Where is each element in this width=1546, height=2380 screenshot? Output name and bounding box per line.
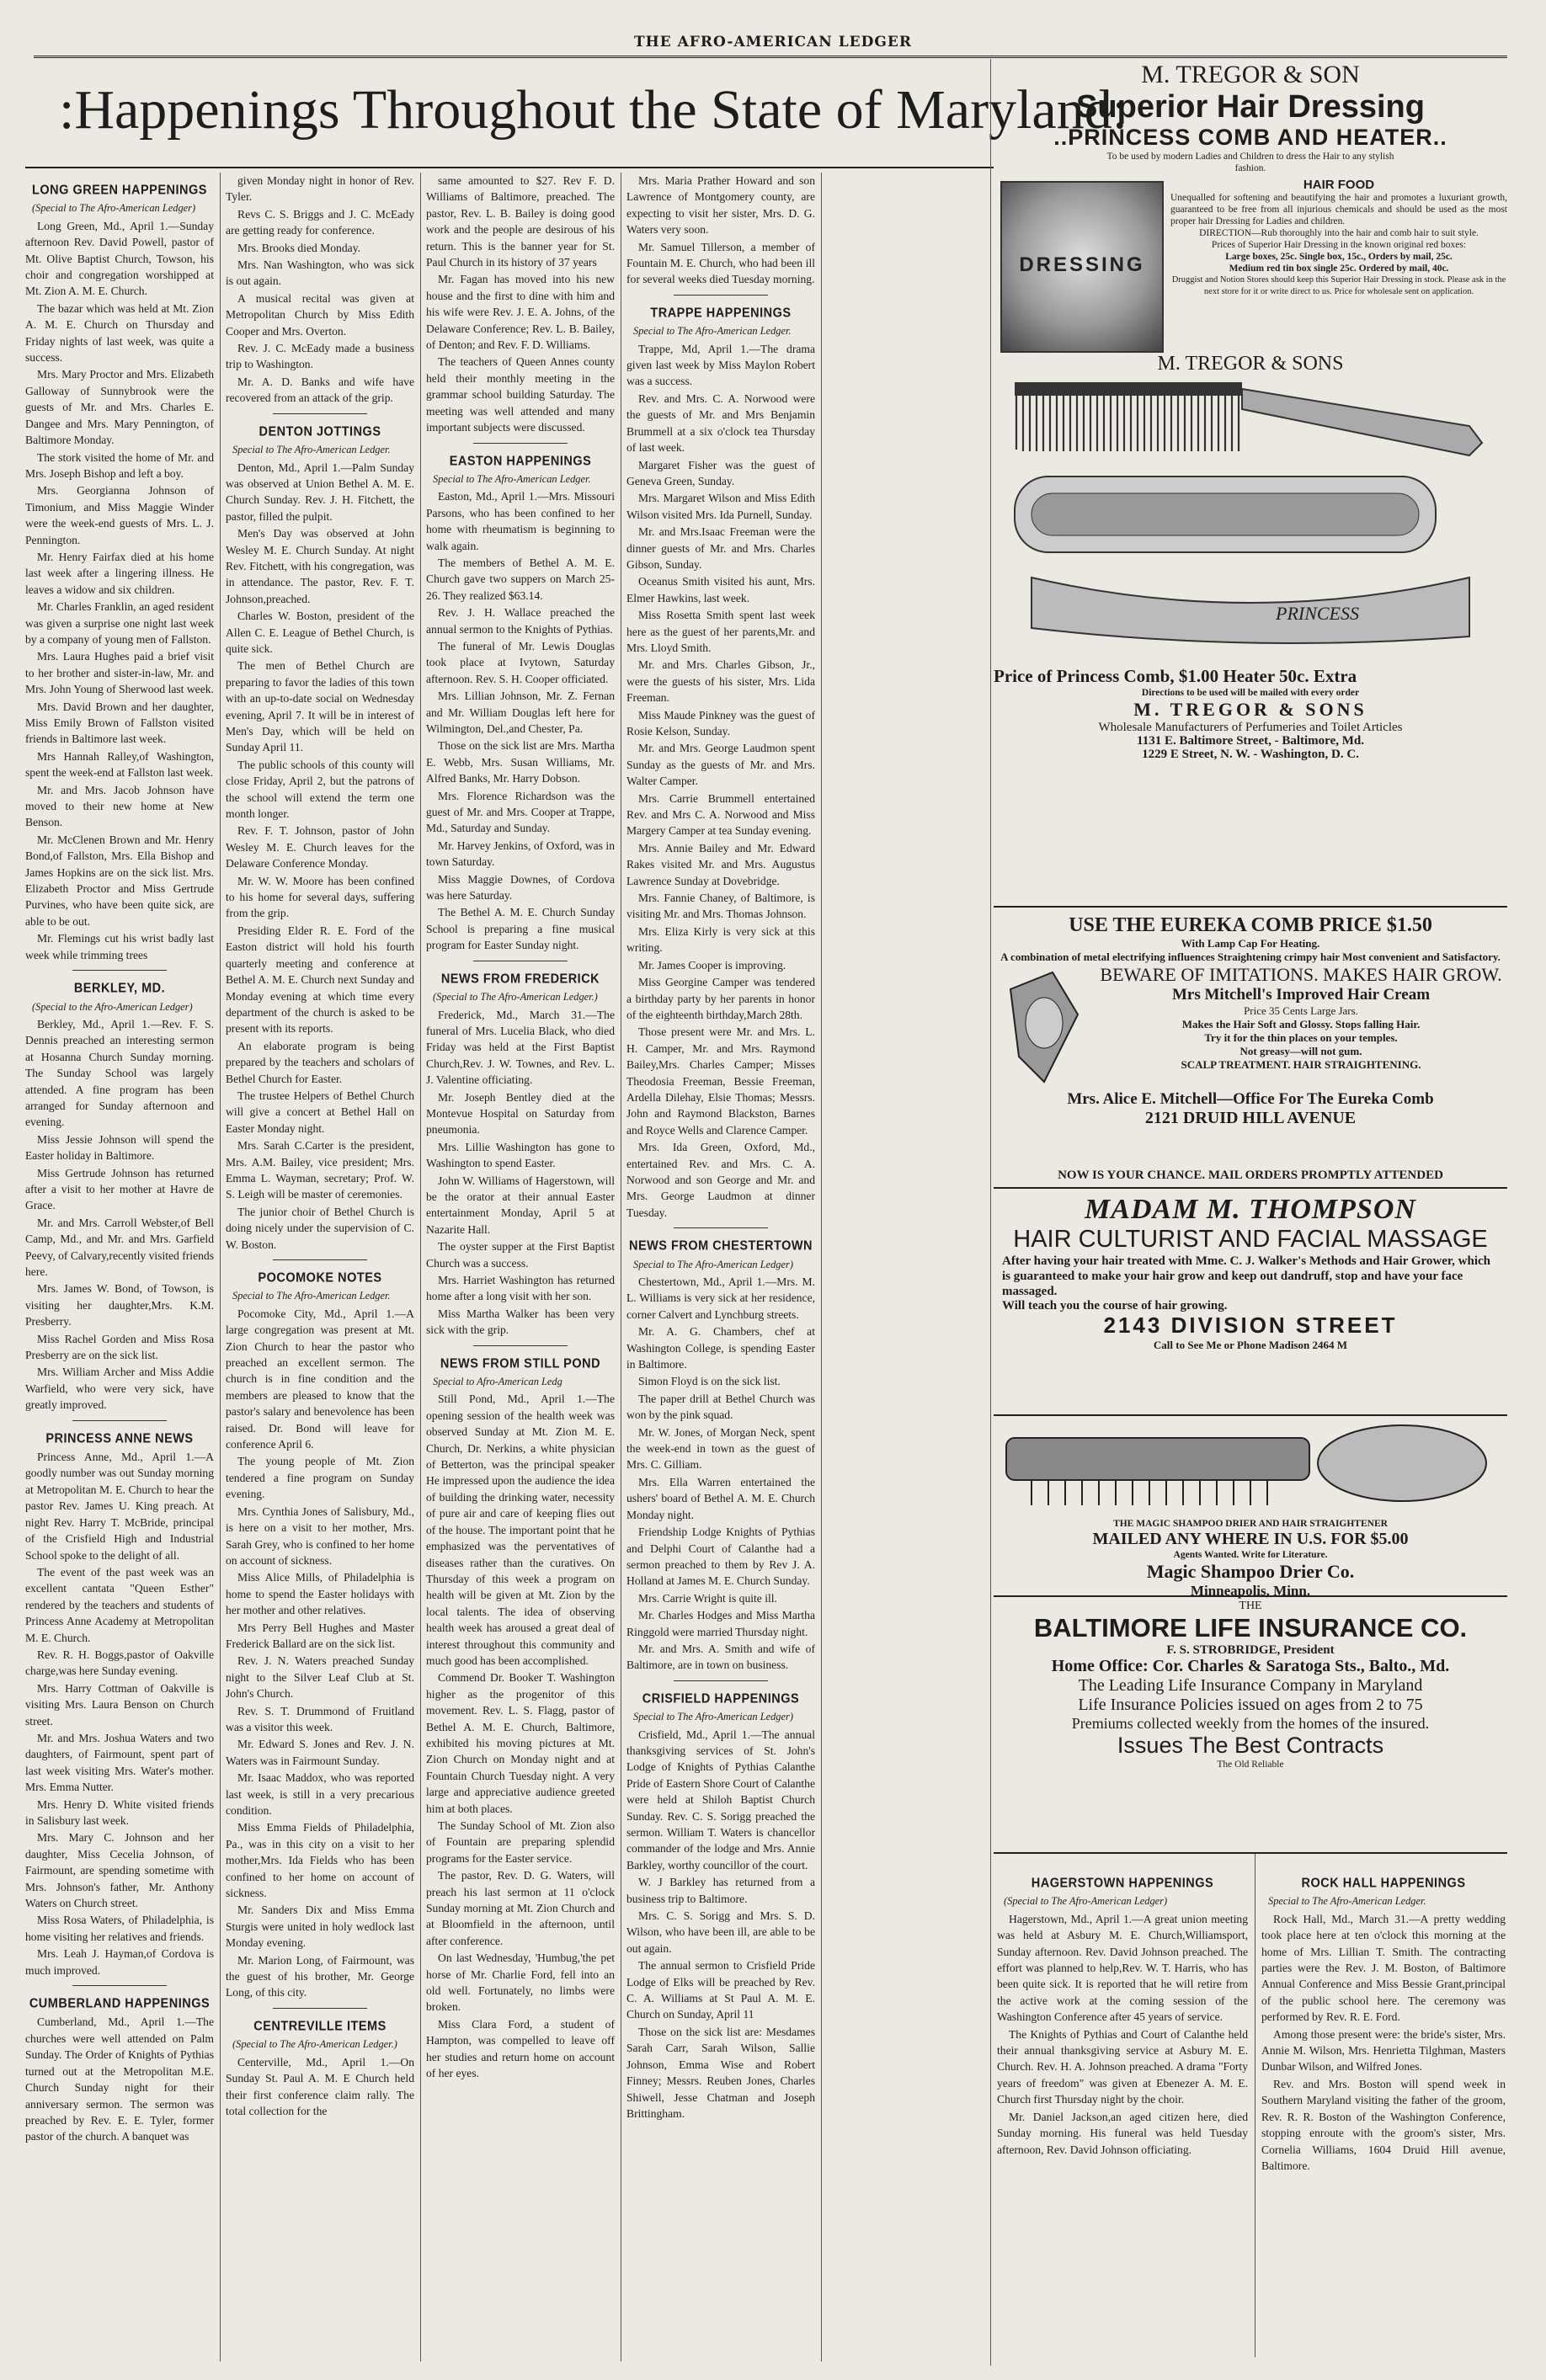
shampoo-drier-illustration: [998, 1421, 1503, 1514]
article-paragraph: A musical recital was given at Metropolitan Church by Miss Edith Cooper and Mrs. Overton.: [226, 291, 414, 338]
ad-divider: [994, 1187, 1507, 1189]
magic-city: Minneapolis, Minn.: [1190, 1583, 1311, 1599]
article-paragraph: Miss Maude Pinkney was the guest of Rosie Kelson, Sunday.: [626, 708, 815, 737]
section-divider: [72, 1985, 167, 1986]
article-paragraph: Mr. Charles Franklin, an aged resident was given a surprise one night last week by a company of young men of Fallston.: [25, 600, 214, 646]
article-paragraph: Rev. S. T. Drummond of Fruitland was a visitor this week.: [226, 1704, 414, 1733]
article-dateline: Special to The Afro-American Ledger.: [1268, 1895, 1426, 1908]
thompson-text-1: After having your hair treated with Mme. C. J. Walker's Methods and Hair Grower, which is guaranteed to make your hair grow and keep out dandruff, stop and have your face massaged.: [1002, 1254, 1490, 1298]
article-paragraph: Mr. W. Jones, of Morgan Neck, spent the week-end in town as the guest of Mrs. C. Gilliam.: [626, 1425, 815, 1472]
eureka-sub: With Lamp Cap For Heating.: [1181, 937, 1320, 950]
article-heading: CENTREVILLE ITEMS: [253, 2019, 386, 2034]
article-paragraph: Mrs. Fannie Chaney, of Baltimore, is visiting Mr. and Mrs. Thomas Johnson.: [626, 892, 815, 921]
article-paragraph: Mr. Daniel Jackson,an aged citizen here, died Sunday morning. His funeral was held Tuesday afternoon, Rev. David Johnson officiating.: [997, 2110, 1248, 2156]
section-divider: [674, 1227, 768, 1228]
article-paragraph: Mrs. Cynthia Jones of Salisbury, Md., is here on a visit to her mother, Mrs. Sarah Grey, who is confined to her home on account of sickness.: [226, 1504, 414, 1567]
article-paragraph: Mr. Charles Hodges and Miss Martha Ringgold were married Thursday night.: [626, 1609, 815, 1638]
eureka-comb-ad: [994, 914, 1507, 1167]
baltimore-life-insurance-ad: [994, 1600, 1507, 1831]
article-heading: HAGERSTOWN HAPPENINGS: [1031, 1876, 1214, 1891]
article-paragraph: Mrs. Harriet Washington has returned home after a long visit with her son.: [426, 1274, 615, 1303]
article-paragraph: Miss Rosa Waters, of Philadelphia, is home visiting her relatives and friends.: [25, 1914, 214, 1943]
article-paragraph: Rock Hall, Md., March 31.—A pretty wedding took place here at ten o'clock this morning at the home of Mrs. Lillian T. Smith. The contracting parties were the Rev. J. M. Boston, of Baltimore Annual Conference and Miss Bessie Grant,principal of the public school here. The ceremony was performed by Rev. R. E. Ford.: [1261, 1912, 1506, 2024]
section-divider: [273, 1259, 367, 1260]
ad-price-medium: Medium red tin box single 25c. Ordered by mail, 40c.: [1229, 264, 1449, 274]
article-heading: CRISFIELD HAPPENINGS: [642, 1690, 800, 1706]
article-paragraph: Mrs. Mary C. Johnson and her daughter, Miss Cecelia Johnson, of Fairmount, are spending sometime with Mrs. Johnson's father, Mr. Anthony Waters on Church street.: [25, 1831, 214, 1910]
insurance-the: THE: [1239, 1600, 1262, 1612]
ad-brand-2: M. TREGOR & SONS: [1157, 353, 1344, 375]
comb-price-line: Price of Princess Comb, $1.00 Heater 50c. Extra: [994, 666, 1357, 686]
article-paragraph: Still Pond, Md., April 1.—The opening session of the health week was observed Sunday at Mt. Zion M. E. Church, Dr. Nerkins, a white physician of Betterton, was the principal speaker He impressed upon the audience the idea of building the drinking water, necessity of pure air and care of keeping flies out of the house. The important point that he emphasized was the perventatives of diseases rather than the curatives. On Thursday of this week a program on health will be given at Mt. Zion by the local talents. The idea of observing health week has aroused a great deal of interest throughout this community and much good has been accomplished.: [426, 1392, 615, 1667]
article-paragraph: Simon Floyd is on the sick list.: [638, 1375, 781, 1388]
article-paragraph: Mr. James Cooper is improving.: [638, 958, 786, 972]
thompson-text-2: Will teach you the course of hair growing.: [1002, 1299, 1228, 1312]
article-paragraph: Charles W. Boston, president of the Allen C. E. League of Bethel Church, is quite sick.: [226, 610, 414, 655]
article-paragraph: Rev. J. N. Waters preached Sunday night to the Silver Leaf Club at St. John's Church.: [226, 1654, 414, 1701]
news-column-3: [426, 173, 615, 2370]
news-column-5: [997, 1866, 1248, 2303]
article-paragraph: Mrs. Ida Green, Oxford, Md., entertained Rev. and Mrs. C. A. Norwood and son George and Mr. and Mrs. George Laudmon at dinner Tuesday.: [626, 1141, 815, 1219]
article-paragraph: Mr. Fagan has moved into his new house and the first to dine with him and his wife were Rev. J. E. A. Johns, of the Delaware Conference; Rev. L. B. Bailey, of Denton; and Rev. F. D. Williams.: [426, 273, 615, 352]
masthead-rule: [34, 56, 1507, 58]
article-paragraph: The Sunday School of Mt. Zion also of Fountain are preparing splendid programs for the Easter service.: [426, 1819, 615, 1865]
article-paragraph: Mr. and Mrs. Carroll Webster,of Bell Camp, Md., and Mr. and Mrs. Garfield Peevy, of Calvary,recently visited friends here.: [25, 1216, 214, 1278]
ad-section-rule: [990, 59, 991, 2366]
article-paragraph: Margaret Fisher was the guest of Geneva Green, Sunday.: [626, 458, 815, 487]
article-paragraph: Berkley, Md., April 1.—Rev. F. S. Dennis preached an interesting sermon at Hosanna Church Sunday morning. The Sunday School was largely attended. A fine program has been arranged for Sunday afternoon and evening.: [25, 1017, 214, 1129]
article-paragraph: Mr. Samuel Tillerson, a member of Fountain M. E. Church, who had been ill for several weeks died Tuesday morning.: [626, 240, 815, 286]
article-paragraph: Mrs. Sarah C.Carter is the president, Mrs. A.M. Bailey, vice president; Mrs. Emma L. Wayman, secretary; Prof. W. S. Leigh will be master of ceremonies.: [226, 1139, 414, 1201]
hair-dressing-tin-image: [1000, 181, 1164, 353]
ad-product: Superior Hair Dressing: [1076, 89, 1425, 125]
article-paragraph: Mr. McClenen Brown and Mr. Henry Bond,of Fallston, Mrs. Ella Bishop and James Hopkins are on the sick list. Mrs. Elizabeth Proctor and Miss Gertrude Purvines, who have been quite sick, are able to be out.: [25, 833, 214, 928]
princess-label: PRINCESS: [1276, 603, 1359, 624]
headline-rule: [25, 167, 994, 168]
eureka-desc: A combination of metal electrifying influences Straightening crimpy hair Most convenient and Satisfactory.: [1000, 950, 1501, 963]
article-paragraph: Mrs. William Archer and Miss Addie Warfield, who were very sick, have greatly improved.: [25, 1366, 214, 1412]
article-paragraph: Easton, Md., April 1.—Mrs. Missouri Parsons, who has been confined to her home with rheumatism is beginning to walk again.: [426, 490, 615, 552]
section-divider: [674, 295, 768, 296]
article-paragraph: The oyster supper at the First Baptist Church was a success.: [426, 1240, 615, 1270]
article-paragraph: Mrs. Lillian Johnson, Mr. Z. Fernan and Mr. William Douglas left here for Wilmington, Del.,and Chester, Pa.: [426, 690, 615, 735]
article-paragraph: Oceanus Smith visited his aunt, Mrs. Elmer Hawkins, last week.: [626, 575, 815, 604]
article-paragraph: Those present were Mr. and Mrs. L. H. Camper, Mr. and Mrs. Raymond Bailey,Mrs. Charles Camper; Misses Theodosia Freeman, Bessie Freeman, Ardella Dilehay, Elsie Thomas; Messrs. John and Raymond Blackston, Barnes and Royce Wells and Clarence Camper.: [626, 1025, 815, 1137]
article-dateline: (Special to The Afro-American Ledger.): [433, 991, 598, 1004]
insurance-policies: Life Insurance Policies issued on ages from 2 to 75: [1078, 1696, 1423, 1714]
article-paragraph: Revs C. S. Briggs and J. C. McEady are getting ready for conference.: [226, 207, 414, 237]
mitchell-grease: Not greasy—will not gum.: [1239, 1045, 1362, 1057]
article-paragraph: The bazar which was held at Mt. Zion A. M. E. Church on Thursday and Friday nights of last week, was quite a success.: [25, 301, 214, 365]
article-paragraph: The annual sermon to Crisfield Pride Lodge of Elks will be preached by Rev. C. A. Williams at St Paul A. M. E. Church on Sunday, April 11: [626, 1959, 815, 2021]
article-paragraph: Presiding Elder R. E. Ford of the Easton district will hold his fourth quarterly meeting and conference at Bethel A. M. E. Church next Sunday and Monday evening at which time every department of the church is asked to be present with its reports.: [226, 924, 414, 1036]
article-paragraph: Mrs. David Brown and her daughter, Miss Emily Brown of Fallston visited friends in Baltimore last week.: [25, 700, 214, 746]
article-paragraph: Mr. Joseph Bentley died at the Montevue Hospital on Saturday from pneumonia.: [426, 1090, 615, 1137]
insurance-contracts: Issues The Best Contracts: [1117, 1733, 1384, 1758]
article-paragraph: Mr. Edward S. Jones and Rev. J. N. Waters was in Fairmount Sunday.: [226, 1738, 414, 1767]
news-column-2: [226, 173, 414, 2370]
thompson-address: 2143 DIVISION STREET: [1103, 1312, 1398, 1338]
article-paragraph: Rev. R. H. Boggs,pastor of Oakville charge,was here Sunday evening.: [25, 1648, 214, 1678]
article-paragraph: Friendship Lodge Knights of Pythias and Delphi Court of Calanthe had a sermon preached to them by Rev J. A. Holland at James M. E. Church Sunday.: [626, 1525, 815, 1588]
ad-sub: To be used by modern Ladies and Children to dress the Hair to any stylish fashion.: [1106, 152, 1394, 173]
article-paragraph: Hagerstown, Md., April 1.—A great union meeting was held at Asbury M. E. Church,Williamsport, Sunday afternoon. Rev. David Johnson preached. The effort was planned to help,Rev. W. T. Harris, who has been quite sick. It is reported that he will retire from the active work at the coming session of the Washington Conference after 45 years of service.: [997, 1912, 1248, 2024]
article-paragraph: Mrs. Mary Proctor and Mrs. Elizabeth Galloway of Sunnybrook were the guests of Mr. and Mrs. Charles E. Dangee and Mrs. Mary Pennington, of Baltimore Monday.: [25, 368, 214, 447]
magic-agents: Agents Wanted. Write for Literature.: [1173, 1550, 1328, 1560]
article-paragraph: The trustee Helpers of Bethel Church will give a concert at Bethel Hall on Easter Monday night.: [226, 1089, 414, 1135]
article-paragraph: Miss Rachel Gorden and Miss Rosa Presberry are on the sick list.: [25, 1332, 214, 1362]
article-paragraph: The Bethel A. M. E. Church Sunday School is preparing a fine musical program for Easter Sunday night.: [426, 906, 615, 952]
hair-food-title: HAIR FOOD: [1303, 178, 1375, 192]
eureka-beware: BEWARE OF IMITATIONS. MAKES HAIR GROW.: [1100, 964, 1502, 985]
article-paragraph: same amounted to $27. Rev F. D. Williams of Baltimore, preached. The pastor, Rev. L. B. Bailey is doing good work and the people are desirous of his return. This is the banner year for St. Paul Church in its history of 37 years: [426, 174, 615, 269]
article-paragraph: Mrs. Florence Richardson was the guest of Mr. and Mrs. Cooper at Trappe, Md., Saturday and Sunday.: [426, 789, 615, 835]
article-paragraph: Mr. Sanders Dix and Miss Emma Sturgis were united in holy wedlock last Monday evening.: [226, 1903, 414, 1950]
magic-brand: THE MAGIC SHAMPOO DRIER AND HAIR STRAIGHTENER: [1113, 1519, 1388, 1529]
article-paragraph: Mrs. Brooks died Monday.: [237, 241, 360, 254]
article-paragraph: Miss Emma Fields of Philadelphia, Pa., was in this city on a visit to her mother,Mrs. Ida Fields who has been confined to her home on account of sickness.: [226, 1821, 414, 1900]
eureka-title: USE THE EUREKA COMB PRICE $1.50: [1069, 914, 1432, 936]
page-headline: :Happenings Throughout the State of Maryland:: [59, 79, 1128, 141]
address-2: 1229 E Street, N. W. - Washington, D. C.: [1142, 748, 1359, 761]
article-paragraph: Mrs. Carrie Wright is quite ill.: [638, 1591, 777, 1605]
section-divider: [273, 413, 367, 414]
article-paragraph: Pocomoke City, Md., April 1.—A large congregation was present at Mt. Zion Church to hear the pastor who preached an excellent sermon. The church is in fine condition and the members are pleased to know that the pastor's salary and benevolence has been raised. Dr. Bond will leave for conference April 6.: [226, 1307, 414, 1451]
article-paragraph: The Knights of Pythias and Court of Calanthe held their annual thanksgiving service at Asbury M. E. Church. Rev. H. A. Johnson preached. A drama "Forty years of freedom" was given at Ebenezer A. M. E. Church first Thursday night by the choir.: [997, 2027, 1248, 2106]
article-paragraph: Mrs. Laura Hughes paid a brief visit to her brother and sister-in-law, Mr. and Mrs. John Young of Sherwood last week.: [25, 650, 214, 696]
article-paragraph: Rev. J. H. Wallace preached the annual sermon to the Knights of Pythias.: [426, 606, 615, 636]
article-heading: EASTON HAPPENINGS: [449, 453, 592, 469]
insurance-office: Home Office: Cor. Charles & Saratoga Sts., Balto., Md.: [1051, 1657, 1450, 1675]
article-heading: BERKLEY, MD.: [73, 981, 166, 996]
ad-druggist: Druggist and Notion Stores should keep this Superior Hair Dressing in stock. Please ask in the next store for it or write direct to us. Price for wholesale sent on application.: [1171, 275, 1506, 296]
ad-divider: [994, 1852, 1507, 1854]
article-heading: TRAPPE HAPPENINGS: [650, 305, 792, 321]
article-paragraph: Those on the sick list are Mrs. Martha E. Webb, Mrs. Susan Williams, Mr. Alfred Banks, Mr. Harry Dobson.: [426, 739, 615, 785]
article-dateline: Special to The Afro-American Ledger.: [232, 1290, 391, 1302]
column-rule: [420, 173, 421, 2361]
article-dateline: (Special to The Afro-American Ledger): [1004, 1895, 1168, 1908]
article-paragraph: given Monday night in honor of Rev. Tyler.: [226, 174, 414, 204]
article-paragraph: Mr. A. G. Chambers, chef at Washington College, is spending Easter in Baltimore.: [626, 1325, 815, 1371]
article-paragraph: Mrs. Margaret Wilson and Miss Edith Wilson visited Mrs. Ida Purnell, Sunday.: [626, 492, 815, 521]
article-dateline: Special to Afro-American Ledg: [433, 1376, 562, 1388]
mitchell-price: Price 35 Cents Large Jars.: [1244, 1004, 1358, 1017]
article-paragraph: Mr. W. W. Moore has been confined to his home for several days, suffering from the grip.: [226, 874, 414, 920]
article-paragraph: The junior choir of Bethel Church is doing nicely under the supervision of C. W. Boston.: [226, 1205, 414, 1251]
ad-directions: DIRECTION—Rub thoroughly into the hair and comb hair to suit style.: [1199, 228, 1479, 238]
column-rule: [220, 173, 221, 2361]
ad-divider: [994, 1595, 1507, 1597]
article-paragraph: Mrs. Eliza Kirly is very sick at this writing.: [626, 924, 815, 955]
article-paragraph: W. J Barkley has returned from a business trip to Baltimore.: [626, 1876, 815, 1905]
article-paragraph: Miss Rosetta Smith spent last week here as the guest of her parents,Mr. and Mrs. Lloyd Smith.: [626, 609, 815, 654]
article-paragraph: Miss Martha Walker has been very sick with the grip.: [426, 1307, 615, 1337]
article-paragraph: Rev. and Mrs. Boston will spend week in Southern Maryland visiting the father of the groom, Rev. R. R. Boston of the Washington Conference, stopping enroute with the groom's sister, Mrs. Cornelia Williams, 1604 Druid Hill avenue, Baltimore.: [1261, 2077, 1506, 2172]
mail-order-line: NOW IS YOUR CHANCE. MAIL ORDERS PROMPTLY ATTENDED: [1058, 1169, 1443, 1182]
hair-food-text: Unequalled for softening and beautifying the hair and promotes a luxuriant growth, guaranteed to be free from all injurious chemicals and should be used as the most proper hair Dressing for Ladies and children.: [1170, 193, 1507, 226]
article-paragraph: Chestertown, Md., April 1.—Mrs. M. L. Williams is very sick at her residence, corner Calvert and Lynchburg streets.: [626, 1275, 815, 1321]
article-paragraph: Miss Jessie Johnson will spend the Easter holiday in Baltimore.: [25, 1132, 214, 1163]
article-paragraph: Long Green, Md., April 1.—Sunday afternoon Rev. David Powell, pastor of Mt. Olive Baptist Church, Towson, his choir and congregation worshipped at Mt. Zion A. M. E. Church.: [25, 219, 214, 298]
article-paragraph: Mr. Isaac Maddox, who was reported last week, is still in a very precarious condition.: [226, 1771, 414, 1817]
article-paragraph: Crisfield, Md., April 1.—The annual thanksgiving services of St. John's Lodge of Knights of Pythias Calanthe Pride of Eastern Shore Court of Calanthe were held at Shiloh Baptist Church Sunday. Rev. C. S. Sorigg preached the sermon. William T. Waters is chancellor commander of the lodge and Mrs. Annie Barkley, worthy councillor of the court.: [626, 1728, 815, 1872]
tin-label: DRESSING: [1019, 253, 1145, 276]
insurance-president: F. S. STROBRIDGE, President: [1166, 1643, 1335, 1657]
column-rule: [821, 173, 822, 2361]
article-dateline: Special to The Afro-American Ledger): [633, 1258, 793, 1270]
article-heading: NEWS FROM STILL POND: [440, 1355, 601, 1371]
article-paragraph: An elaborate program is being prepared by the teachers and scholars of Bethel Church for Easter.: [226, 1039, 414, 1085]
insurance-premiums: Premiums collected weekly from the homes of the insured.: [1071, 1715, 1430, 1732]
lamp-cap-illustration: [994, 964, 1095, 1090]
news-column-4: [626, 173, 815, 2370]
mitchell-cream: Mrs Mitchell's Improved Hair Cream: [1171, 986, 1431, 1004]
article-paragraph: The members of Bethel A. M. E. Church gave two suppers on March 25-26. They realized $63.14.: [426, 556, 615, 602]
ad-brand: M. TREGOR & SON: [1141, 61, 1360, 88]
article-heading: DENTON JOTTINGS: [259, 423, 381, 439]
mitchell-scalp: SCALP TREATMENT. HAIR STRAIGHTENING.: [1181, 1058, 1421, 1071]
article-paragraph: Those on the sick list are: Mesdames Sarah Carr, Sarah Wilson, Sallie Johnson, Emma Wise and Robert Finney; Messrs. Reuben Jones, Charles Shiwell, Jesse Chatman and Joseph Brittingham.: [626, 2025, 815, 2120]
ad-comb-title: ..PRINCESS COMB AND HEATER..: [1053, 125, 1447, 150]
article-paragraph: Mrs. Nan Washington, who was sick is out again.: [226, 258, 414, 288]
article-dateline: Special to The Afro-American Ledger.: [633, 325, 792, 338]
article-paragraph: Miss Georgine Camper was tendered a birthday party by her parents in honor of the eighteenth birthday,March 28th.: [626, 976, 815, 1021]
mitchell-try: Try it for the thin places on your temples.: [1204, 1031, 1398, 1044]
article-paragraph: John W. Williams of Hagerstown, will be the orator at their annual Easter entertainment Monday, April 5 at Nazarite Hall.: [426, 1174, 615, 1236]
article-paragraph: The young people of Mt. Zion tendered a fine program on Sunday evening.: [226, 1455, 414, 1501]
ad-brand-3: M. TREGOR & SONS: [1133, 699, 1367, 720]
article-paragraph: Rev. J. C. McEady made a business trip to Washington.: [226, 342, 414, 371]
article-paragraph: Mr. and Mrs. Charles Gibson, Jr., were the guests of his sister, Mrs. Lida Freeman.: [626, 658, 815, 705]
article-dateline: Special to The Afro-American Ledger): [633, 1711, 793, 1723]
insurance-old: The Old Reliable: [1217, 1760, 1284, 1770]
article-paragraph: Mrs. Annie Bailey and Mr. Edward Rakes visited Mr. and Mrs. Augustus Lawrence Sunday at Dovebridge.: [626, 841, 815, 887]
article-paragraph: Mrs Perry Bell Hughes and Master Frederick Ballard are on the sick list.: [226, 1621, 414, 1650]
article-paragraph: The stork visited the home of Mr. and Mrs. Joseph Bishop and left a boy.: [25, 450, 214, 480]
article-paragraph: Centerville, Md., April 1.—On Sunday St. Paul A. M. E Church held their first conference claim rally. The total collection for the: [226, 2055, 414, 2117]
tregor-hair-dressing-ad: [994, 61, 1507, 961]
section-divider: [473, 443, 568, 444]
article-paragraph: Cumberland, Md., April 1.—The churches were well attended on Palm Sunday. The Order of Knights of Pythias turned out at the Metropolitan M.E. Church Sunday night for their anniversary sermon. The sermon was preached by Rev. E. E. Tyler, former pastor of the church. A banquet was: [25, 2015, 214, 2143]
article-paragraph: Mrs. Carrie Brummell entertained Rev. and Mrs C. A. Norwood and Miss Margery Camper at tea Sunday evening.: [626, 791, 815, 838]
thompson-title: HAIR CULTURIST AND FACIAL MASSAGE: [1013, 1226, 1488, 1253]
article-paragraph: Mr. and Mrs. A. Smith and wife of Baltimore, are in town on business.: [626, 1642, 815, 1672]
article-paragraph: The public schools of this county will close Friday, April 2, but the patrons of the school will extend the term one month longer.: [226, 758, 414, 821]
article-paragraph: Miss Clara Ford, a student of Hampton, was compelled to leave off her studies and return home on account of her eyes.: [426, 2017, 615, 2080]
article-dateline: (Special to The Afro-American Ledger): [32, 202, 196, 215]
article-paragraph: The paper drill at Bethel Church was won by the pink squad.: [626, 1392, 815, 1422]
article-heading: POCOMOKE NOTES: [258, 1270, 382, 1286]
article-paragraph: Mr. and Mrs. Joshua Waters and two daughters, of Fairmount, spent part of last week visiting Mrs. Water's mother. Mrs. Emma Nutter.: [25, 1731, 214, 1794]
article-paragraph: Miss Maggie Downes, of Cordova was here Saturday.: [426, 872, 615, 902]
thompson-hair-culturist-ad: [994, 1194, 1507, 1411]
article-paragraph: Mrs. Maria Prather Howard and son Lawrence of Montgomery county, are expecting to visit her sister, Mrs. D. G. Waters very soon.: [626, 174, 815, 237]
article-heading: LONG GREEN HAPPENINGS: [32, 183, 207, 198]
article-paragraph: Mr. Marion Long, of Fairmount, was the guest of his brother, Mr. George Long, of this city.: [226, 1953, 414, 1999]
article-dateline: Special to The Afro-American Ledger.: [232, 444, 391, 456]
article-heading: CUMBERLAND HAPPENINGS: [29, 1996, 211, 2011]
article-paragraph: Mrs. C. S. Sorigg and Mrs. S. D. Wilson, who have been ill, are able to be out again.: [626, 1909, 815, 1955]
article-paragraph: Mrs. Lillie Washington has gone to Washington to spend Easter.: [426, 1140, 615, 1170]
article-heading: NEWS FROM FREDERICK: [440, 971, 600, 987]
article-heading: NEWS FROM CHESTERTOWN: [628, 1238, 813, 1254]
mitchell-soft: Makes the Hair Soft and Glossy. Stops falling Hair.: [1181, 1018, 1421, 1030]
article-paragraph: Mr. A. D. Banks and wife have recovered from an attack of the grip.: [226, 375, 414, 405]
magic-company: Magic Shampoo Drier Co.: [1146, 1561, 1355, 1582]
thompson-phone: Call to See Me or Phone Madison 2464 M: [1153, 1339, 1348, 1351]
article-paragraph: Mrs. Ella Warren entertained the ushers' board of Bethel A. M. E. Church Monday night.: [626, 1475, 815, 1521]
magic-shampoo-drier-ad: [994, 1421, 1507, 1599]
article-paragraph: Mrs. Henry D. White visited friends in Salisbury last week.: [25, 1797, 214, 1827]
magic-mailed: MAILED ANY WHERE IN U.S. FOR $5.00: [1092, 1530, 1409, 1548]
article-paragraph: Mr. and Mrs. Jacob Johnson have moved to their new home at New Benson.: [25, 783, 214, 829]
article-dateline: (Special to The Afro-American Ledger.): [232, 2038, 397, 2051]
article-paragraph: Miss Gertrude Johnson has returned after a visit to her mother at Havre de Grace.: [25, 1166, 214, 1212]
masthead: THE AFRO-AMERICAN LEDGER: [634, 34, 912, 51]
news-column-1: [25, 173, 214, 2370]
thompson-name: MADAM M. THOMPSON: [1085, 1194, 1416, 1225]
article-paragraph: Mrs. Harry Cottman of Oakville is visiting Mrs. Laura Benson on Church street.: [25, 1681, 214, 1728]
article-paragraph: Among those present were: the bride's sister, Mrs. Annie M. Wilson, Mrs. Henrietta Tilghman, Masters Dunbar Wilson, and Wilfred Jones.: [1261, 2027, 1506, 2074]
article-paragraph: Miss Alice Mills, of Philadelphia is home to spend the Easter holidays with her mother and other relatives.: [226, 1571, 414, 1617]
insurance-leading: The Leading Life Insurance Company in Maryland: [1078, 1676, 1423, 1695]
wholesale-line: Wholesale Manufacturers of Perfumeries and Toilet Articles: [1098, 721, 1403, 734]
article-dateline: (Special to the Afro-American Ledger): [32, 1000, 193, 1013]
article-heading: PRINCESS ANNE NEWS: [45, 1430, 194, 1446]
address-1: 1131 E. Baltimore Street, - Baltimore, Md.: [1137, 734, 1364, 748]
section-divider: [72, 1420, 167, 1421]
article-paragraph: Mrs. James W. Bond, of Towson, is visiting her daughter,Mrs. K.M. Presberry.: [25, 1282, 214, 1328]
article-paragraph: The men of Bethel Church are preparing to favor the ladies of this town with an up-to-date social on Wednesday evening, April 7. It will be in interest of Men's Day, which will be held on Sunday April 11.: [226, 659, 414, 754]
article-paragraph: The teachers of Queen Annes county held their monthly meeting in the grammar school building Saturday. The meeting was well attended and many important subjects were discussed.: [426, 355, 615, 434]
article-paragraph: Rev. and Mrs. C. A. Norwood were the guests of Mr. and Mrs Benjamin Brummell at a six o'clock tea Thursday of last week.: [626, 391, 815, 455]
news-column-6: [1261, 1866, 1506, 2303]
directions-2: Directions to be used will be mailed with every order: [1141, 688, 1360, 698]
article-paragraph: Commend Dr. Booker T. Washington higher as the progenitor of this movement. Rev. L. S. Flagg, pastor of Bethel A. M. E. Church, Baltimore, exhibited his moving pictures at Mt. Zion Church on Monday night and at Fountain Church Tuesday night. A very large and appreciative audience greeted him at both places.: [426, 1671, 615, 1815]
article-paragraph: Mr. Flemings cut his wrist badly last week while trimming trees: [25, 932, 214, 961]
article-paragraph: Men's Day was observed at John Wesley M. E. Church Sunday. At night Rev. Fitchett, with his congregation, was in attendance. The pastor, Rev. F. T. Johnson,preached.: [226, 527, 414, 605]
mitchell-office: Mrs. Alice E. Mitchell—Office For The Eureka Comb: [1067, 1090, 1434, 1108]
article-paragraph: The event of the past week was an excellent cantata "Queen Esther" rendered by the teachers and students of Princess Anne Academy at Metropolitan M. E. Church.: [25, 1565, 214, 1644]
article-paragraph: Mr. and Mrs. George Laudmon spent Sunday as the guests of Mr. and Mrs. Walter Camper.: [626, 742, 815, 788]
article-paragraph: Mr. Harvey Jenkins, of Oxford, was in town Saturday.: [426, 839, 615, 869]
article-paragraph: Denton, Md., April 1.—Palm Sunday was observed at Union Bethel A. M. E. Church Sunday. Rev. J. H. Fitchett, the pastor, filled the pulpit.: [226, 461, 414, 523]
ad-prices: Prices of Superior Hair Dressing in the known original red boxes:: [1211, 240, 1467, 250]
section-divider: [473, 1345, 568, 1346]
article-paragraph: The pastor, Rev. D. G. Waters, will preach his last sermon at 11 o'clock Sunday morning at Mt. Zion Church and at Bloomfield in the afternoon, until after conference.: [426, 1869, 615, 1947]
mitchell-address: 2121 DRUID HILL AVENUE: [1144, 1109, 1357, 1127]
article-paragraph: Princess Anne, Md., April 1.—A goodly number was out Sunday morning at Metropolitan M. E. Church to hear the pastor Rev. James U. King preach. At night Rev. Harry T. McBride, principal of the Crisfield High and Industrial School spoke to the delight of all.: [25, 1451, 214, 1562]
article-dateline: Special to The Afro-American Ledger.: [433, 472, 591, 485]
article-paragraph: Trappe, Md, April 1.—The drama given last week by Miss Maylon Robert was a success.: [626, 342, 815, 388]
article-paragraph: The funeral of Mr. Lewis Douglas took place at Ivytown, Saturday afternoon. Rev. S. H. Cooper officiated.: [426, 639, 615, 685]
article-paragraph: Frederick, Md., March 31.—The funeral of Mrs. Lucelia Black, who died Friday was held at the First Baptist Church,Rev. J. W. Townes, and Rev. L. J. Valentine officiating.: [426, 1008, 615, 1087]
article-paragraph: Mrs. Leah J. Hayman,of Cordova is much improved.: [25, 1947, 214, 1977]
section-divider: [273, 2008, 367, 2009]
ad-divider: [994, 1414, 1507, 1416]
insurance-name: BALTIMORE LIFE INSURANCE CO.: [1033, 1613, 1468, 1643]
princess-comb-illustration: [998, 375, 1503, 662]
article-paragraph: Mr. Henry Fairfax died at his home last week after a lingering illness. He leaves a widow and six children.: [25, 550, 214, 596]
section-divider: [674, 1680, 768, 1681]
ad-divider: [994, 906, 1507, 908]
article-paragraph: On last Wednesday, 'Humbug,'the pet horse of Mr. Charlie Ford, fell into an old well. Fortunately, no limbs were broken.: [426, 1951, 615, 2014]
ad-price-large: Large boxes, 25c. Single box, 15c., Orders by mail, 25c.: [1225, 252, 1453, 262]
article-paragraph: Mr. and Mrs.Isaac Freeman were the dinner guests of Mr. and Mrs. Charles Gibson, Sunday.: [626, 525, 815, 571]
article-paragraph: Rev. F. T. Johnson, pastor of John Wesley M. E. Church leaves for the Delaware Conference Monday.: [226, 824, 414, 871]
article-paragraph: Mrs. Georgianna Johnson of Timonium, and Miss Maggie Winder were the week-end guests of Mrs. L. J. Pennington.: [25, 484, 214, 546]
section-divider: [72, 970, 167, 971]
article-paragraph: Mrs Hannah Ralley,of Washington, spent the week-end at Fallston last week.: [25, 749, 214, 780]
article-heading: ROCK HALL HAPPENINGS: [1301, 1876, 1466, 1891]
